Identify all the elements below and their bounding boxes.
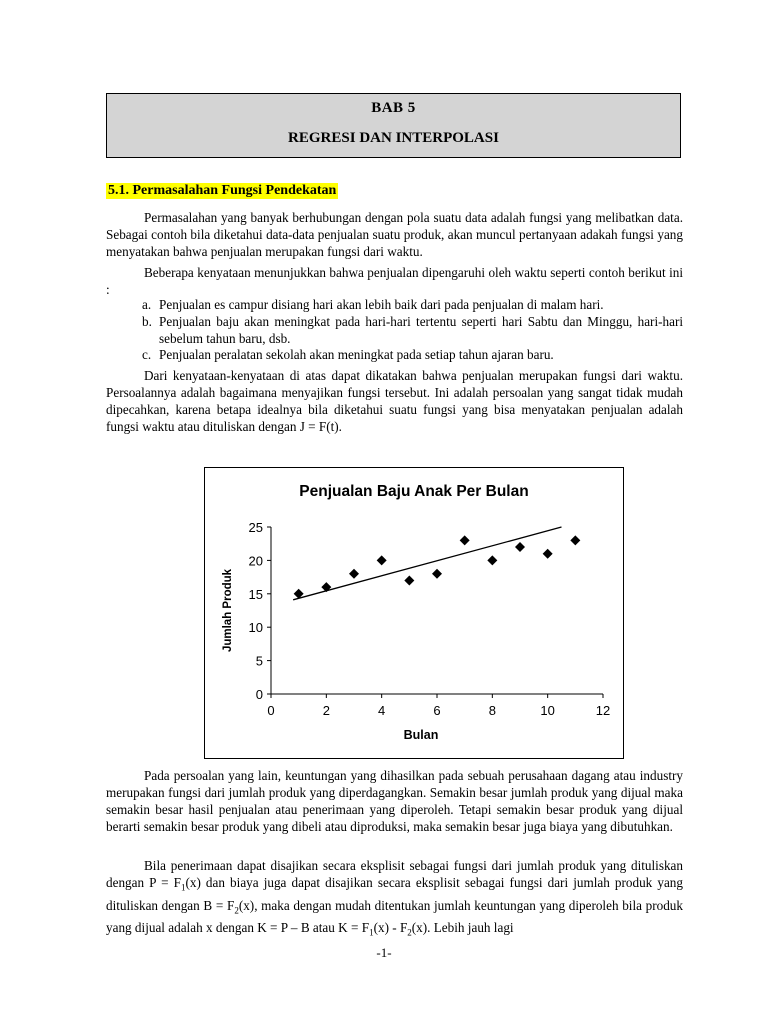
chart-title: Penjualan Baju Anak Per Bulan — [299, 483, 529, 500]
list-text: Penjualan peralatan sekolah akan meningkat pada setiap tahun ajaran baru. — [159, 347, 554, 362]
x-tick-label: 12 — [595, 703, 611, 718]
data-point — [515, 542, 525, 552]
data-point — [404, 575, 414, 585]
x-tick-label: 6 — [433, 703, 441, 718]
data-point — [543, 549, 553, 559]
x-axis-label: Bulan — [403, 728, 439, 742]
paragraph-examples-intro: Beberapa kenyataan menunjukkan bahwa penjualan dipengaruhi oleh waktu seperti contoh berikut ini : — [106, 265, 683, 297]
data-point — [321, 582, 331, 592]
paragraph-profit: Pada persoalan yang lain, keuntungan yang dihasilkan pada sebuah perusahaan dagang atau industry merupakan fungsi dari jumlah produk yang diperdagangkan. Semakin besar jumlah produk yang dijual maka semakin besar hasil penjualan atau penerimaan yang diperoleh. Tetapi semakin besar produk yang dijual berarti semakin besar produk yang dibeli atau diproduksi, maka semakin besar juga biaya yang dibutuhkan. — [106, 768, 683, 834]
sales-chart-figure — [204, 467, 624, 759]
paragraph-revenue-cost: Bila penerimaan dapat disajikan secara eksplisit sebagai fungsi dari jumlah produk yang dituliskan dengan $P = F_1(x)$ dan biaya juga dapat disajikan secara eksplisit sebagai fungsi dari jumlah produk yang dituliskan dengan $B = F_2(x)$, maka dengan mudah ditentukan jumlah keuntungan yang diperoleh bila produk yang dijual adalah x dengan K = P – B atau $K = F_1(x) - F_2(x)$. Lebih jauh lagi — [106, 858, 683, 938]
y-tick-label: 5 — [255, 653, 263, 669]
list-marker: c. — [142, 347, 152, 362]
list-text: Penjualan baju akan meningkat pada hari-hari tertentu seperti hari Sabtu dan Minggu, hari-hari sebelum tahun baru, dsb. — [159, 314, 683, 346]
paragraph-conclusion: Dari kenyataan-kenyataan di atas dapat dikatakan bahwa penjualan merupakan fungsi dari waktu. Persoalannya adalah bagaimana menyajikan fungsi tersebut. Ini adalah persoalan yang sangat tidak mudah dipecahkan, karena betapa idealnya bila diketahui suatu fungsi yang bisa menyatakan penjualan adalah fungsi waktu atau dituliskan dengan J = F(t). — [106, 368, 683, 434]
list-marker: a. — [142, 297, 152, 312]
sales-scatter-chart — [205, 468, 623, 758]
data-point — [432, 569, 442, 579]
data-point — [460, 535, 470, 545]
x-tick-label: 2 — [322, 703, 330, 718]
x-tick-label: 0 — [267, 703, 275, 718]
y-axis-label: Jumlah Produk — [222, 568, 234, 653]
chapter-number: BAB 5 — [371, 100, 416, 116]
y-tick-label: 25 — [248, 520, 263, 535]
data-point — [349, 569, 359, 579]
list-text: Penjualan es campur disiang hari akan lebih baik dari pada penjualan di malam hari. — [159, 297, 604, 312]
y-tick-label: 0 — [255, 687, 263, 702]
x-tick-label: 8 — [488, 703, 496, 718]
x-tick-label: 10 — [540, 703, 555, 718]
page-number: -1- — [376, 945, 392, 960]
section-heading: 5.1. Permasalahan Fungsi Pendekatan — [108, 183, 337, 198]
data-point — [570, 535, 580, 545]
paragraph-intro: Permasalahan yang banyak berhubungan dengan pola suatu data adalah fungsi yang melibatkan data. Sebagai contoh bila diketahui data-data penjualan suatu produk, akan muncul pertanyaan adakah fungsi yang menyatakan bahwa penjualan merupakan fungsi dari waktu. — [106, 210, 683, 259]
list-marker: b. — [142, 314, 152, 329]
chapter-title-box — [106, 93, 681, 158]
data-point — [487, 555, 497, 565]
y-tick-label: 20 — [248, 553, 263, 569]
trend-line — [293, 527, 561, 600]
chapter-title: REGRESI DAN INTERPOLASI — [288, 130, 499, 146]
y-tick-label: 15 — [248, 586, 263, 602]
x-tick-label: 4 — [378, 703, 386, 718]
data-point — [377, 555, 387, 565]
y-tick-label: 10 — [248, 620, 263, 636]
